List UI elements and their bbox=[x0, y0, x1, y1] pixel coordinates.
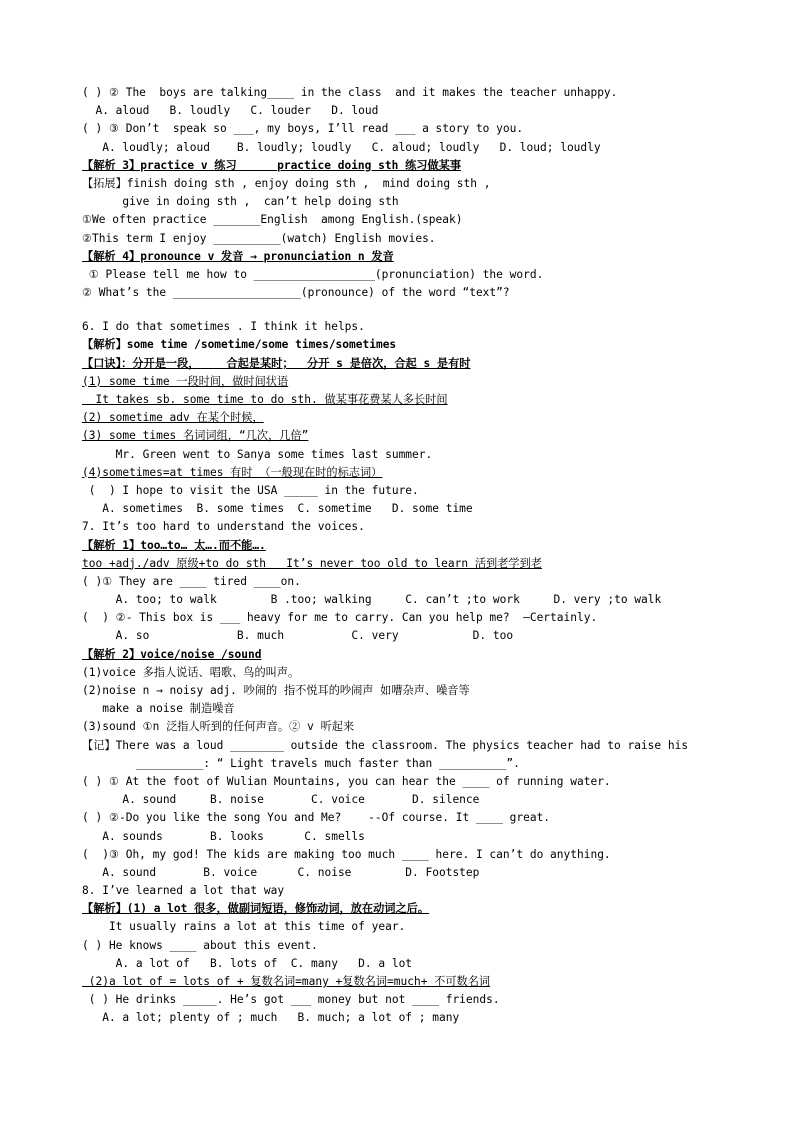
q3-options: A. loudly; aloud B. loudly; loudly C. aloud; loudly D. loud; loudly bbox=[82, 140, 601, 154]
memorize-exercise-cont: __________: “ Light travels much faster than __________”. bbox=[82, 756, 520, 770]
some-times-example: Mr. Green went to Sanya some times last summer. bbox=[82, 447, 433, 461]
a-lot-options-1: A. a lot of B. lots of C. many D. a lot bbox=[82, 956, 413, 970]
too-to-options-1: A. too; to walk B .too; walking C. can’t ;to work D. very ;to walk bbox=[82, 593, 662, 607]
a-lot-of-rule: (2)a lot of = lots of + 复数名词=many +复数名词=much+ 不可数名词 bbox=[82, 975, 491, 988]
a-lot-question-2: ( ) He drinks _____. He’s got ___ money but not ____ friends. bbox=[82, 993, 500, 1007]
analysis-voice-noise-sound: 【解析 2】voice/noise /sound bbox=[82, 647, 262, 661]
analysis-too-to: 【解析 1】too…to… 太….而不能…. bbox=[82, 538, 266, 552]
q3-loudly-question: ( ) ③ Don’t speak so ___, my boys, I’ll read ___ a story to you. bbox=[82, 122, 524, 136]
a-lot-question-1: ( ) He knows ____ about this event. bbox=[82, 938, 318, 952]
sound-options-1: A. sound B. noise C. voice D. silence bbox=[82, 793, 480, 807]
analysis-4-pronounce: 【解析 4】pronounce v 发音 → pronunciation n 发音 bbox=[82, 249, 394, 263]
section-6-heading: 6. I do that sometimes . I think it helps. bbox=[82, 320, 365, 334]
some-time-example: It takes sb. some time to do sth. 做某事花费某人多长时间 bbox=[82, 393, 448, 406]
sometime-note: (2) sometime adv 在某个时候， bbox=[82, 411, 264, 425]
analysis-a-lot: 【解析】(1) a lot 很多，做副词短语，修饰动词，放在动词之后。 bbox=[82, 902, 430, 916]
noise-note: (2)noise n → noisy adj. 吵闹的 指不悦耳的吵闹声 如嘈杂声、噪音等 bbox=[82, 684, 470, 697]
too-to-rule: too +adj./adv 原级+to do sth It’s never too old to learn 活到老学到老 bbox=[82, 556, 542, 570]
sometimes-note: (4)sometimes=at times 有时 （一般现在时的标志词） bbox=[82, 465, 383, 479]
document-page bbox=[82, 84, 722, 1028]
too-to-question-1: ( )① They are ____ tired ____on. bbox=[82, 574, 301, 588]
analysis-sometimes: 【解析】some time /sometime/some times/sometimes bbox=[82, 338, 397, 352]
analysis-3-practice: 【解析 3】practice v 练习 practice doing sth 练习做某事 bbox=[82, 158, 462, 172]
mnemonic-sometimes: 【口诀】：分开是一段， 合起是某时； 分开 s 是倍次，合起 s 是有时 bbox=[82, 356, 471, 370]
pronounce-exercise-1: ① Please tell me how to __________________(pronunciation) the word. bbox=[82, 267, 544, 281]
practice-exercise-1: ①We often practice _______English among English.(speak) bbox=[82, 213, 463, 227]
sound-options-2: A. sounds B. looks C. smells bbox=[82, 829, 365, 843]
too-to-question-2: ( ) ②- This box is ___ heavy for me to carry. Can you help me? —Certainly. bbox=[82, 611, 598, 625]
a-lot-options-2: A. a lot; plenty of ; much B. much; a lot of ; many bbox=[82, 1011, 460, 1025]
sound-question-3: ( )③ Oh, my god! The kids are making too much ____ here. I can’t do anything. bbox=[82, 847, 611, 861]
too-to-options-2: A. so B. much C. very D. too bbox=[82, 629, 514, 643]
make-a-noise-note: make a noise 制造噪音 bbox=[82, 702, 235, 716]
q2-options: A. aloud B. loudly C. louder D. loud bbox=[82, 104, 379, 118]
q2-loudly-question: ( ) ② The boys are talking____ in the class and it makes the teacher unhappy. bbox=[82, 86, 618, 99]
some-time-note: (1) some time 一段时间，做时间状语 bbox=[82, 374, 289, 388]
section-8-heading: 8. I’ve learned a lot that way bbox=[82, 884, 285, 898]
sound-question-1: ( ) ① At the foot of Wulian Mountains, you can hear the ____ of running water. bbox=[82, 774, 611, 788]
sometimes-question: ( ) I hope to visit the USA _____ in the future. bbox=[82, 483, 419, 497]
voice-note: (1)voice 多指人说话、唱歌、鸟的叫声。 bbox=[82, 665, 300, 679]
sometimes-options: A. sometimes B. some times C. sometime D. some time bbox=[82, 502, 473, 516]
pronounce-exercise-2: ② What’s the ___________________(pronounce) of the word “text”? bbox=[82, 286, 510, 300]
section-7-heading: 7. It’s too hard to understand the voices. bbox=[82, 520, 365, 534]
spacer bbox=[82, 302, 722, 318]
sound-options-3: A. sound B. voice C. noise D. Footstep bbox=[82, 865, 480, 879]
extension-doing-sth-cont: give in doing sth , can’t help doing sth bbox=[82, 195, 399, 209]
memorize-exercise: 【记】There was a loud ________ outside the classroom. The physics teacher had to raise his bbox=[82, 738, 689, 752]
a-lot-example: It usually rains a lot at this time of year. bbox=[82, 920, 406, 934]
some-times-note: (3) some times 名词词组，“几次，几倍” bbox=[82, 429, 309, 443]
sound-question-2: ( ) ②-Do you like the song You and Me? --Of course. It ____ great. bbox=[82, 811, 551, 825]
sound-note: (3)sound ①n 泛指人听到的任何声音。② v 听起来 bbox=[82, 720, 355, 734]
practice-exercise-2: ②This term I enjoy __________(watch) English movies. bbox=[82, 231, 436, 245]
extension-doing-sth: 【拓展】finish doing sth , enjoy doing sth , mind doing sth , bbox=[82, 176, 491, 190]
